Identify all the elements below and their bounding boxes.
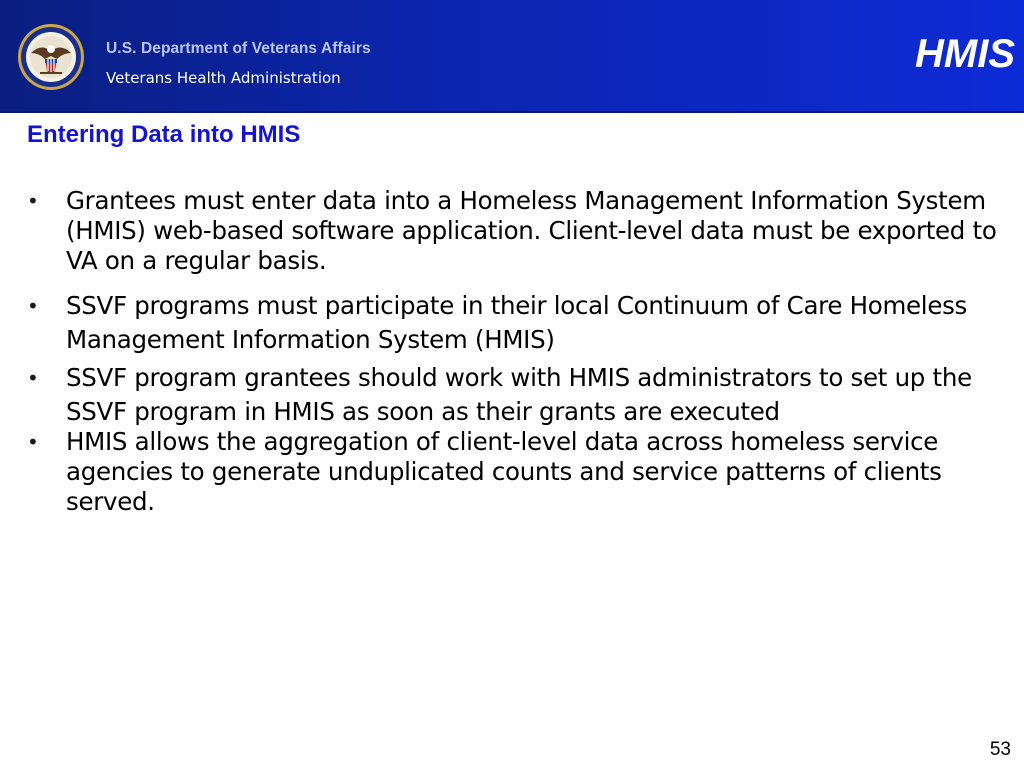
bullet-list [24, 186, 999, 517]
bullet-dot-icon: • [27, 189, 39, 213]
bullet-dot-icon: • [27, 366, 39, 390]
bullet-dot-icon: • [27, 430, 39, 454]
bullet-text: SSVF program grantees should work with HMIS administrators to set up the SSVF program in HMIS as soon as their grants are executed [66, 363, 972, 426]
bullet-text: SSVF programs must participate in their local Continuum of Care Homeless Management Information System (HMIS) [66, 291, 968, 354]
va-seal-icon [17, 23, 85, 91]
slide-title: Entering Data into HMIS [27, 121, 301, 148]
administration-name: Veterans Health Administration [106, 69, 341, 87]
page-number: 53 [989, 739, 1011, 760]
bullet-dot-icon: • [27, 294, 39, 318]
bullet-item [24, 186, 999, 276]
bullet-item [24, 427, 999, 517]
department-name: U.S. Department of Veterans Affairs [106, 40, 371, 57]
bullet-item [24, 361, 999, 429]
section-tag: HMIS [915, 32, 1015, 76]
bullet-item [24, 289, 999, 357]
header-band [0, 0, 1024, 113]
bullet-text: Grantees must enter data into a Homeless Management Information System (HMIS) web-based software application. Client-level data must be exported to VA on a regular basis. [66, 186, 997, 275]
bullet-text: HMIS allows the aggregation of client-level data across homeless service agencies to generate unduplicated counts and service patterns of clients served. [66, 427, 942, 516]
